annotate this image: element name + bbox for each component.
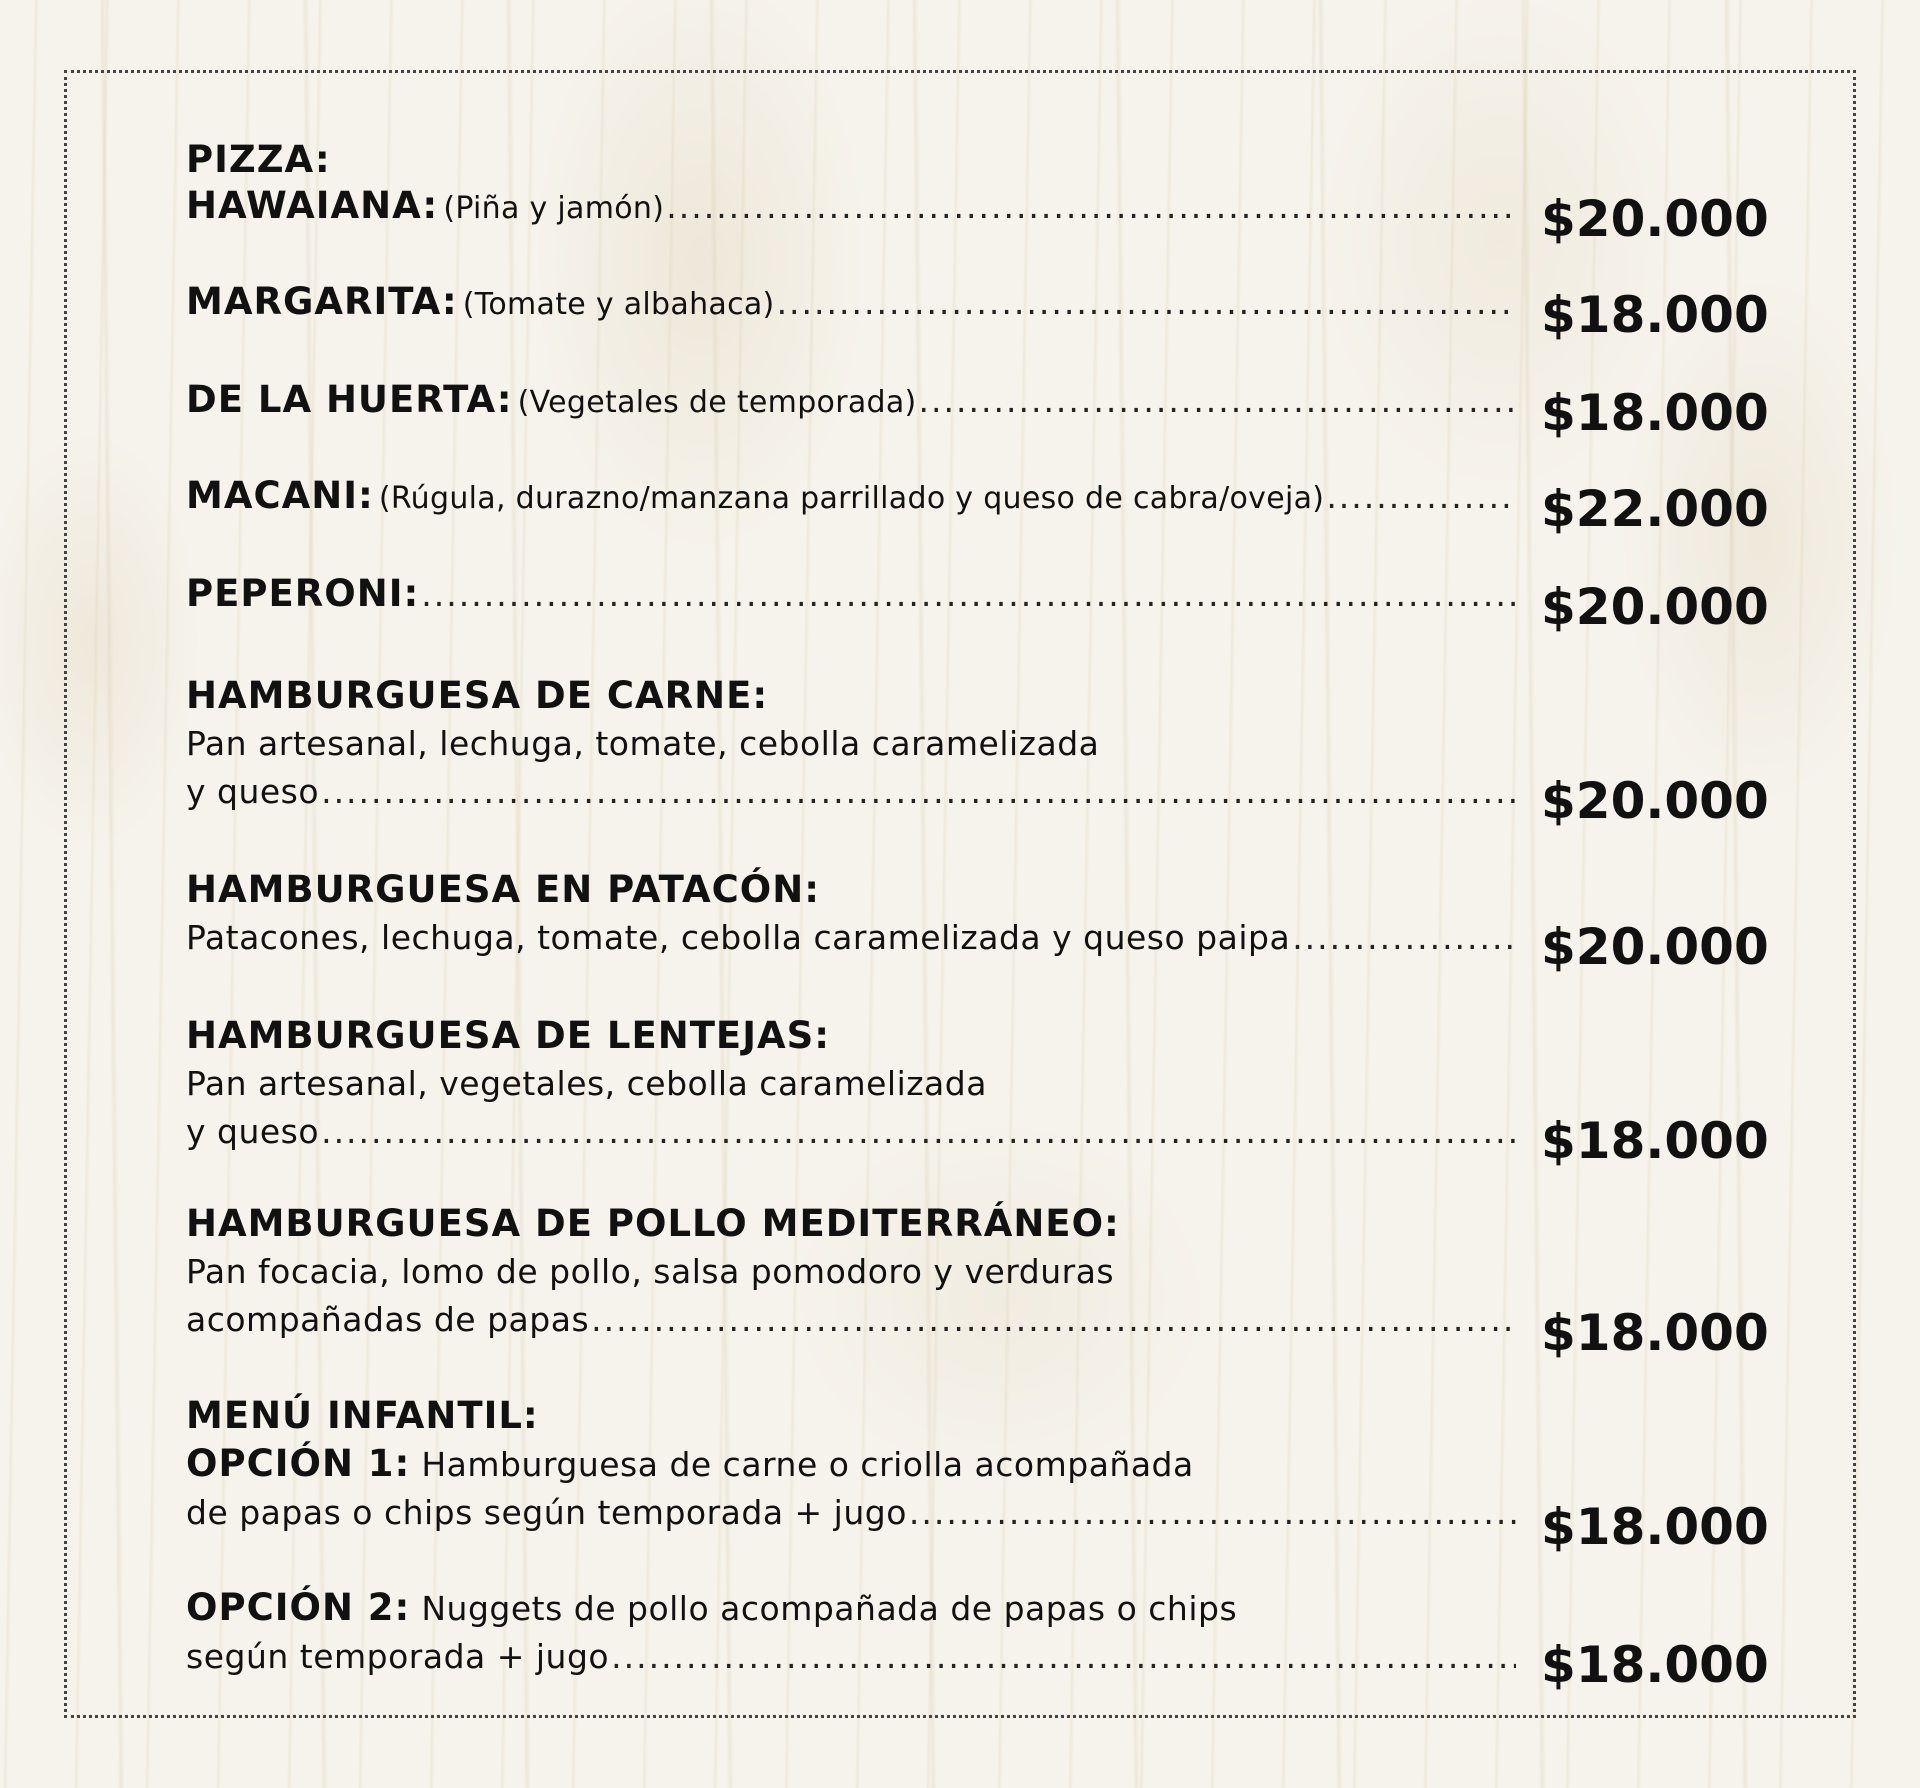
section-heading-menu-infantil: MENÚ INFANTIL: [186, 1394, 539, 1437]
item-name: OPCIÓN 2: [186, 1586, 411, 1629]
dot-leader [591, 1300, 1516, 1339]
menu-item-peperoni [186, 572, 1769, 636]
item-name: MARGARITA: [186, 280, 458, 323]
section-heading-pizza: PIZZA: [186, 138, 331, 181]
item-description: (Piña y jamón) [443, 191, 665, 226]
dot-leader [666, 187, 1516, 226]
dot-leader [321, 1112, 1516, 1151]
item-name: HAWAIANA: [186, 184, 439, 227]
item-description-line: Hamburguesa de carne o criolla acompañada [421, 1445, 1194, 1484]
item-description-line: Pan artesanal, vegetales, cebolla caramelizada [186, 1064, 987, 1103]
dot-leader [1292, 918, 1516, 957]
item-description-line: acompañadas de papas [186, 1300, 590, 1339]
item-heading: HAMBURGUESA DE LENTEJAS: [186, 1014, 831, 1057]
item-name: MACANI: [186, 474, 374, 517]
menu-item-margarita [186, 280, 1769, 344]
menu-item-macani [186, 474, 1769, 538]
item-name: OPCIÓN 1: [186, 1442, 411, 1485]
menu-item-hamburguesa-de-pollo [186, 1200, 1769, 1362]
menu-item-de-la-huerta [186, 378, 1769, 442]
item-heading: HAMBURGUESA DE POLLO MEDITERRÁNEO: [186, 1202, 1120, 1245]
dot-leader [909, 1493, 1516, 1532]
item-description: (Rúgula, durazno/manzana parrillado y queso de cabra/oveja) [378, 481, 1325, 516]
item-price: $18.000 [1541, 384, 1769, 442]
item-price: $18.000 [1541, 1304, 1769, 1362]
item-price: $18.000 [1541, 1498, 1769, 1556]
menu-item-hamburguesa-de-lentejas [186, 1012, 1769, 1170]
item-price: $18.000 [1541, 1636, 1769, 1694]
item-price: $20.000 [1541, 918, 1769, 976]
item-price: $18.000 [1541, 1112, 1769, 1170]
menu-list [186, 136, 1769, 1694]
item-name: PEPERONI: [186, 572, 420, 615]
item-description-line: Pan artesanal, lechuga, tomate, cebolla caramelizada [186, 724, 1100, 763]
item-description-line: de papas o chips según temporada + jugo [186, 1493, 907, 1532]
item-heading: HAMBURGUESA DE CARNE: [186, 674, 769, 717]
dot-leader [321, 772, 1516, 811]
item-description-line: y queso [186, 772, 320, 811]
menu-item-opcion-1 [186, 1392, 1769, 1556]
item-description: (Tomate y albahaca) [462, 287, 775, 322]
item-price: $20.000 [1541, 772, 1769, 830]
item-price: $18.000 [1541, 286, 1769, 344]
dot-leader [421, 575, 1516, 614]
dot-leader [919, 381, 1516, 420]
item-price: $20.000 [1541, 578, 1769, 636]
item-name: DE LA HUERTA: [186, 378, 513, 421]
dot-leader [777, 283, 1516, 322]
item-description-line: según temporada + jugo [186, 1637, 610, 1676]
item-description: (Vegetales de temporada) [517, 385, 917, 420]
menu-item-opcion-2 [186, 1584, 1769, 1694]
item-description-line: y queso [186, 1112, 320, 1151]
item-description-line: Nuggets de pollo acompañada de papas o chips [421, 1589, 1238, 1628]
menu-item-hamburguesa-en-patacon [186, 866, 1769, 976]
item-description-line: Patacones, lechuga, tomate, cebolla caramelizada y queso paipa [186, 918, 1291, 957]
menu-item-hawaiana [186, 136, 1769, 248]
dot-leader [1326, 477, 1516, 516]
dot-leader [611, 1637, 1516, 1676]
item-description-line: Pan focacia, lomo de pollo, salsa pomodoro y verduras [186, 1252, 1115, 1291]
item-price: $20.000 [1541, 190, 1769, 248]
menu-item-hamburguesa-de-carne [186, 672, 1769, 830]
item-heading: HAMBURGUESA EN PATACÓN: [186, 868, 820, 911]
item-price: $22.000 [1541, 480, 1769, 538]
